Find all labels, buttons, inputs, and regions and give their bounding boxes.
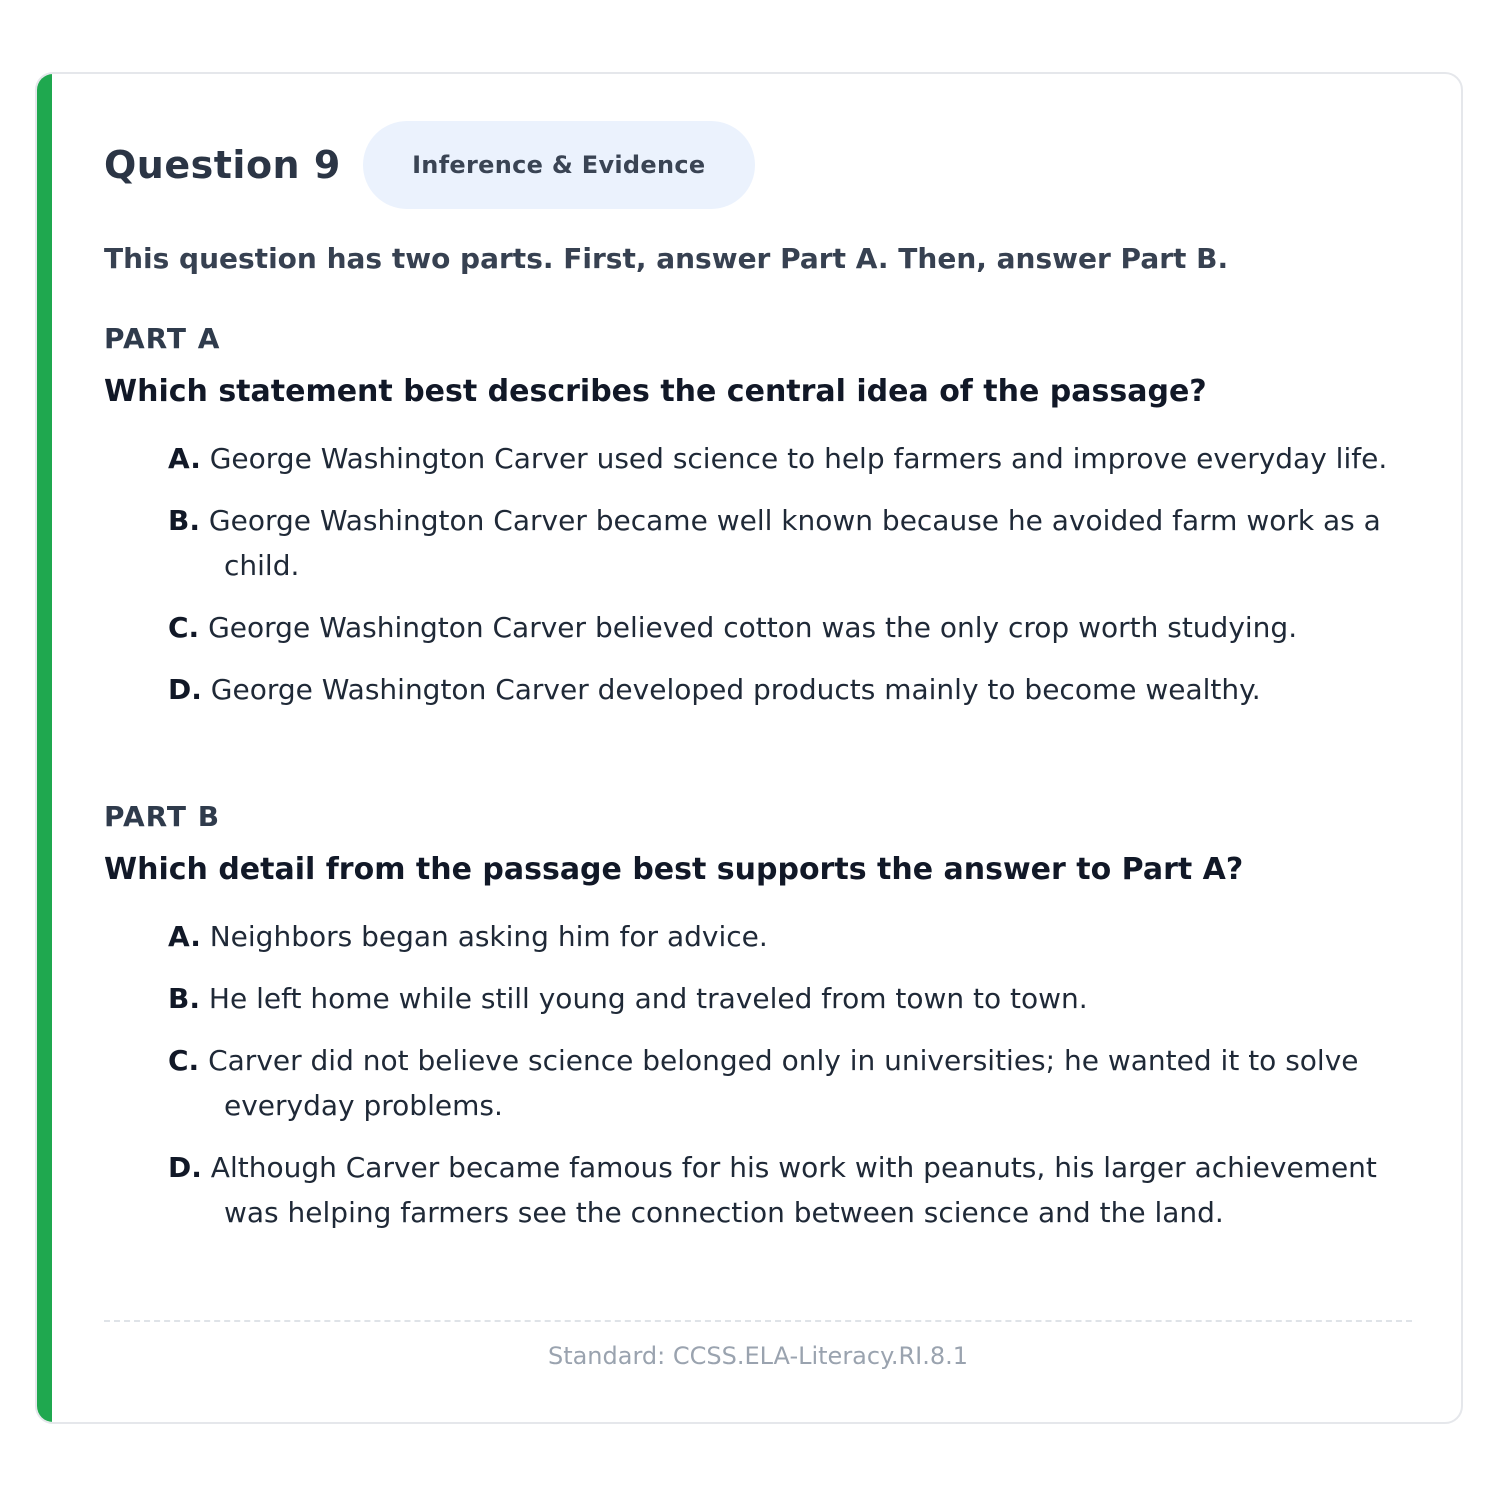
part-a-options [168,436,1412,729]
option-text: Carver did not believe science belonged only in universities; he wanted it to solve everyday problems. [208,1044,1359,1122]
part-b-options [168,914,1412,1252]
part-a-option-c[interactable] [168,605,1412,650]
instructions: This question has two parts. First, answer Part A. Then, answer Part B. [104,242,1229,275]
part-a-option-d[interactable] [168,667,1412,712]
option-text: George Washington Carver used science to help farmers and improve everyday life. [209,442,1388,475]
option-letter: C. [168,611,200,644]
part-a-option-a[interactable] [168,436,1412,481]
part-b-option-b[interactable] [168,976,1412,1021]
option-letter: A. [168,442,201,475]
skill-tag: Inference & Evidence [363,121,755,209]
option-letter: B. [168,982,200,1015]
footer-divider [104,1320,1412,1322]
part-b-option-c[interactable] [168,1038,1412,1128]
part-b-option-d[interactable] [168,1145,1412,1235]
question-title: Question 9 [104,143,341,187]
question-card [35,72,1463,1424]
part-b-label: PART B [104,800,221,833]
option-letter: C. [168,1044,200,1077]
part-a-label: PART A [104,322,221,355]
option-text: He left home while still young and traveled from town to town. [208,982,1088,1015]
part-a-prompt: Which statement best describes the central idea of the passage? [104,374,1207,409]
option-letter: A. [168,920,201,953]
option-text: George Washington Carver became well known because he avoided farm work as a child. [208,504,1381,582]
option-text: Neighbors began asking him for advice. [209,920,768,953]
part-a-option-b[interactable] [168,498,1412,588]
standard-label: Standard: CCSS.ELA-Literacy.RI.8.1 [547,1342,969,1370]
option-letter: D. [168,673,202,706]
part-b-option-a[interactable] [168,914,1412,959]
option-text: George Washington Carver believed cotton was the only crop worth studying. [208,611,1298,644]
accent-bar [37,74,52,1422]
option-text: George Washington Carver developed products mainly to become wealthy. [210,673,1261,706]
option-letter: B. [168,504,200,537]
option-letter: D. [168,1151,202,1184]
question-header [104,120,755,210]
part-b-prompt: Which detail from the passage best supports the answer to Part A? [104,852,1244,887]
option-text: Although Carver became famous for his work with peanuts, his larger achievement was helping farmers see the connection between science and the land. [210,1151,1377,1229]
